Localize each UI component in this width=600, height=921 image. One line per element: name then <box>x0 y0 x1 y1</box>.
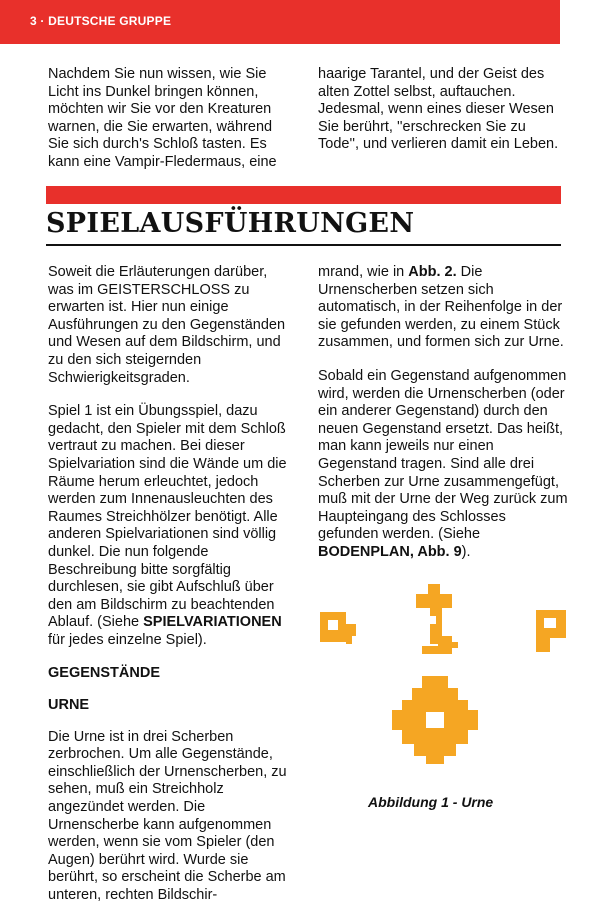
subheading-urne: URNE <box>48 697 90 714</box>
body-paragraph-5-end: ). <box>461 543 471 560</box>
body-paragraph-2 <box>48 403 293 649</box>
body-right-column <box>318 264 568 578</box>
intro-left-column <box>48 66 293 188</box>
body-paragraph-4-end: Die Urnenscherben setzen sich automatisch, in der Reihenfolge in der sie gefunden werden, zu einem Stück zusammen, und formen sich zur Urne. <box>318 264 564 351</box>
body-left-column <box>48 264 293 921</box>
intro-right-column <box>318 66 568 170</box>
urn-body <box>392 676 478 764</box>
body-paragraph-2-end: für jedes einzelne Spiel). <box>48 631 207 648</box>
section-title: SPIELAUSFÜHRUNGEN <box>46 208 415 239</box>
body-paragraph-5-text: Sobald ein Gegenstand aufgenommen wird, werden die Urnenscherben (oder ein anderer Gegenstand) durch den neuen Gegenstand ersetzt. Das heißt, man kann jeweils nur einen Gegenstand tragen. Sind alle drei Scherben zur Urne zusammengefügt, muß mit der Urne der Weg zurück zum Haupteingang des Schlosses gefunden werden. (Siehe <box>318 367 568 543</box>
urn-shard-right <box>536 610 566 652</box>
urn-shard-top <box>416 584 458 654</box>
section-title-rule <box>46 244 561 246</box>
bodenplan-reference: BODENPLAN, Abb. 9 <box>318 543 462 560</box>
intro-paragraph-right: haarige Tarantel, und der Geist des alten Zottel selbst, auftauchen. Jedesmal, wenn eines dieser Wesen Sie berührt, ''erschrecken Sie zu Tode'', und verlieren damit ein Leben. <box>318 66 559 153</box>
body-paragraph-3: Die Urne ist in drei Scherben zerbrochen. Um alle Gegenstände, einschließlich der Urnenscherben, zu sehen, muß ein Streichholz angezündet werden. Die Urnenscherbe kann aufgenommen werden, wenn sie vom Spieler (den Augen) berührt wird. Wurde sie berührt, so erscheint die Scherbe am unteren, rechten Bildschir- <box>48 728 287 903</box>
body-paragraph-4 <box>318 264 568 352</box>
urn-shard-left <box>320 612 356 644</box>
figure-caption: Abbildung 1 - Urne <box>368 794 494 810</box>
body-paragraph-5 <box>318 368 568 562</box>
body-paragraph-1: Soweit die Erläuterungen darüber, was im GEISTERSCHLOSS zu erwarten ist. Hier nun einige Ausführungen zu den Gegenständen und Wesen auf dem Bildschirm, und zu den sich steigernden Schwierigkeitsgraden. <box>48 264 286 386</box>
page-header-label: 3 · DEUTSCHE GRUPPE <box>30 14 172 28</box>
urn-figure <box>318 580 568 780</box>
body-paragraph-2-text: Spiel 1 ist ein Übungsspiel, dazu gedacht, den Spieler mit dem Schloß vertraut zu machen. Bei dieser Spielvariation sind die Wände um die Räume herum erleuchtet, jedoch werden zum Innenausleuchten des Raumes Streichhölzer benötigt. Alle anderen Spielvariationen sind völlig dunkel. Die nun folgende Beschreibung bitte sorgfältig durchlesen, sie gibt Aufschluß über den am Bildschirm zu beachtenden Ablauf. (Siehe <box>48 403 287 631</box>
section-red-bar <box>46 186 561 204</box>
abb2-reference: Abb. 2. <box>408 264 457 280</box>
body-paragraph-4-start: mrand, wie in <box>318 264 409 280</box>
spielvariationen-reference: SPIELVARIATIONEN <box>143 614 282 631</box>
intro-paragraph-left: Nachdem Sie nun wissen, wie Sie Licht ins Dunkel bringen können, möchten wir Sie vor den Kreaturen warnen, die Sie erwarten, während Sie sich durch's Schloß tasten. Es kann eine Vampir-Fledermaus, eine <box>48 66 277 170</box>
page-header-bar <box>0 0 560 44</box>
subheading-gegenstaende: GEGENSTÄNDE <box>48 665 160 682</box>
